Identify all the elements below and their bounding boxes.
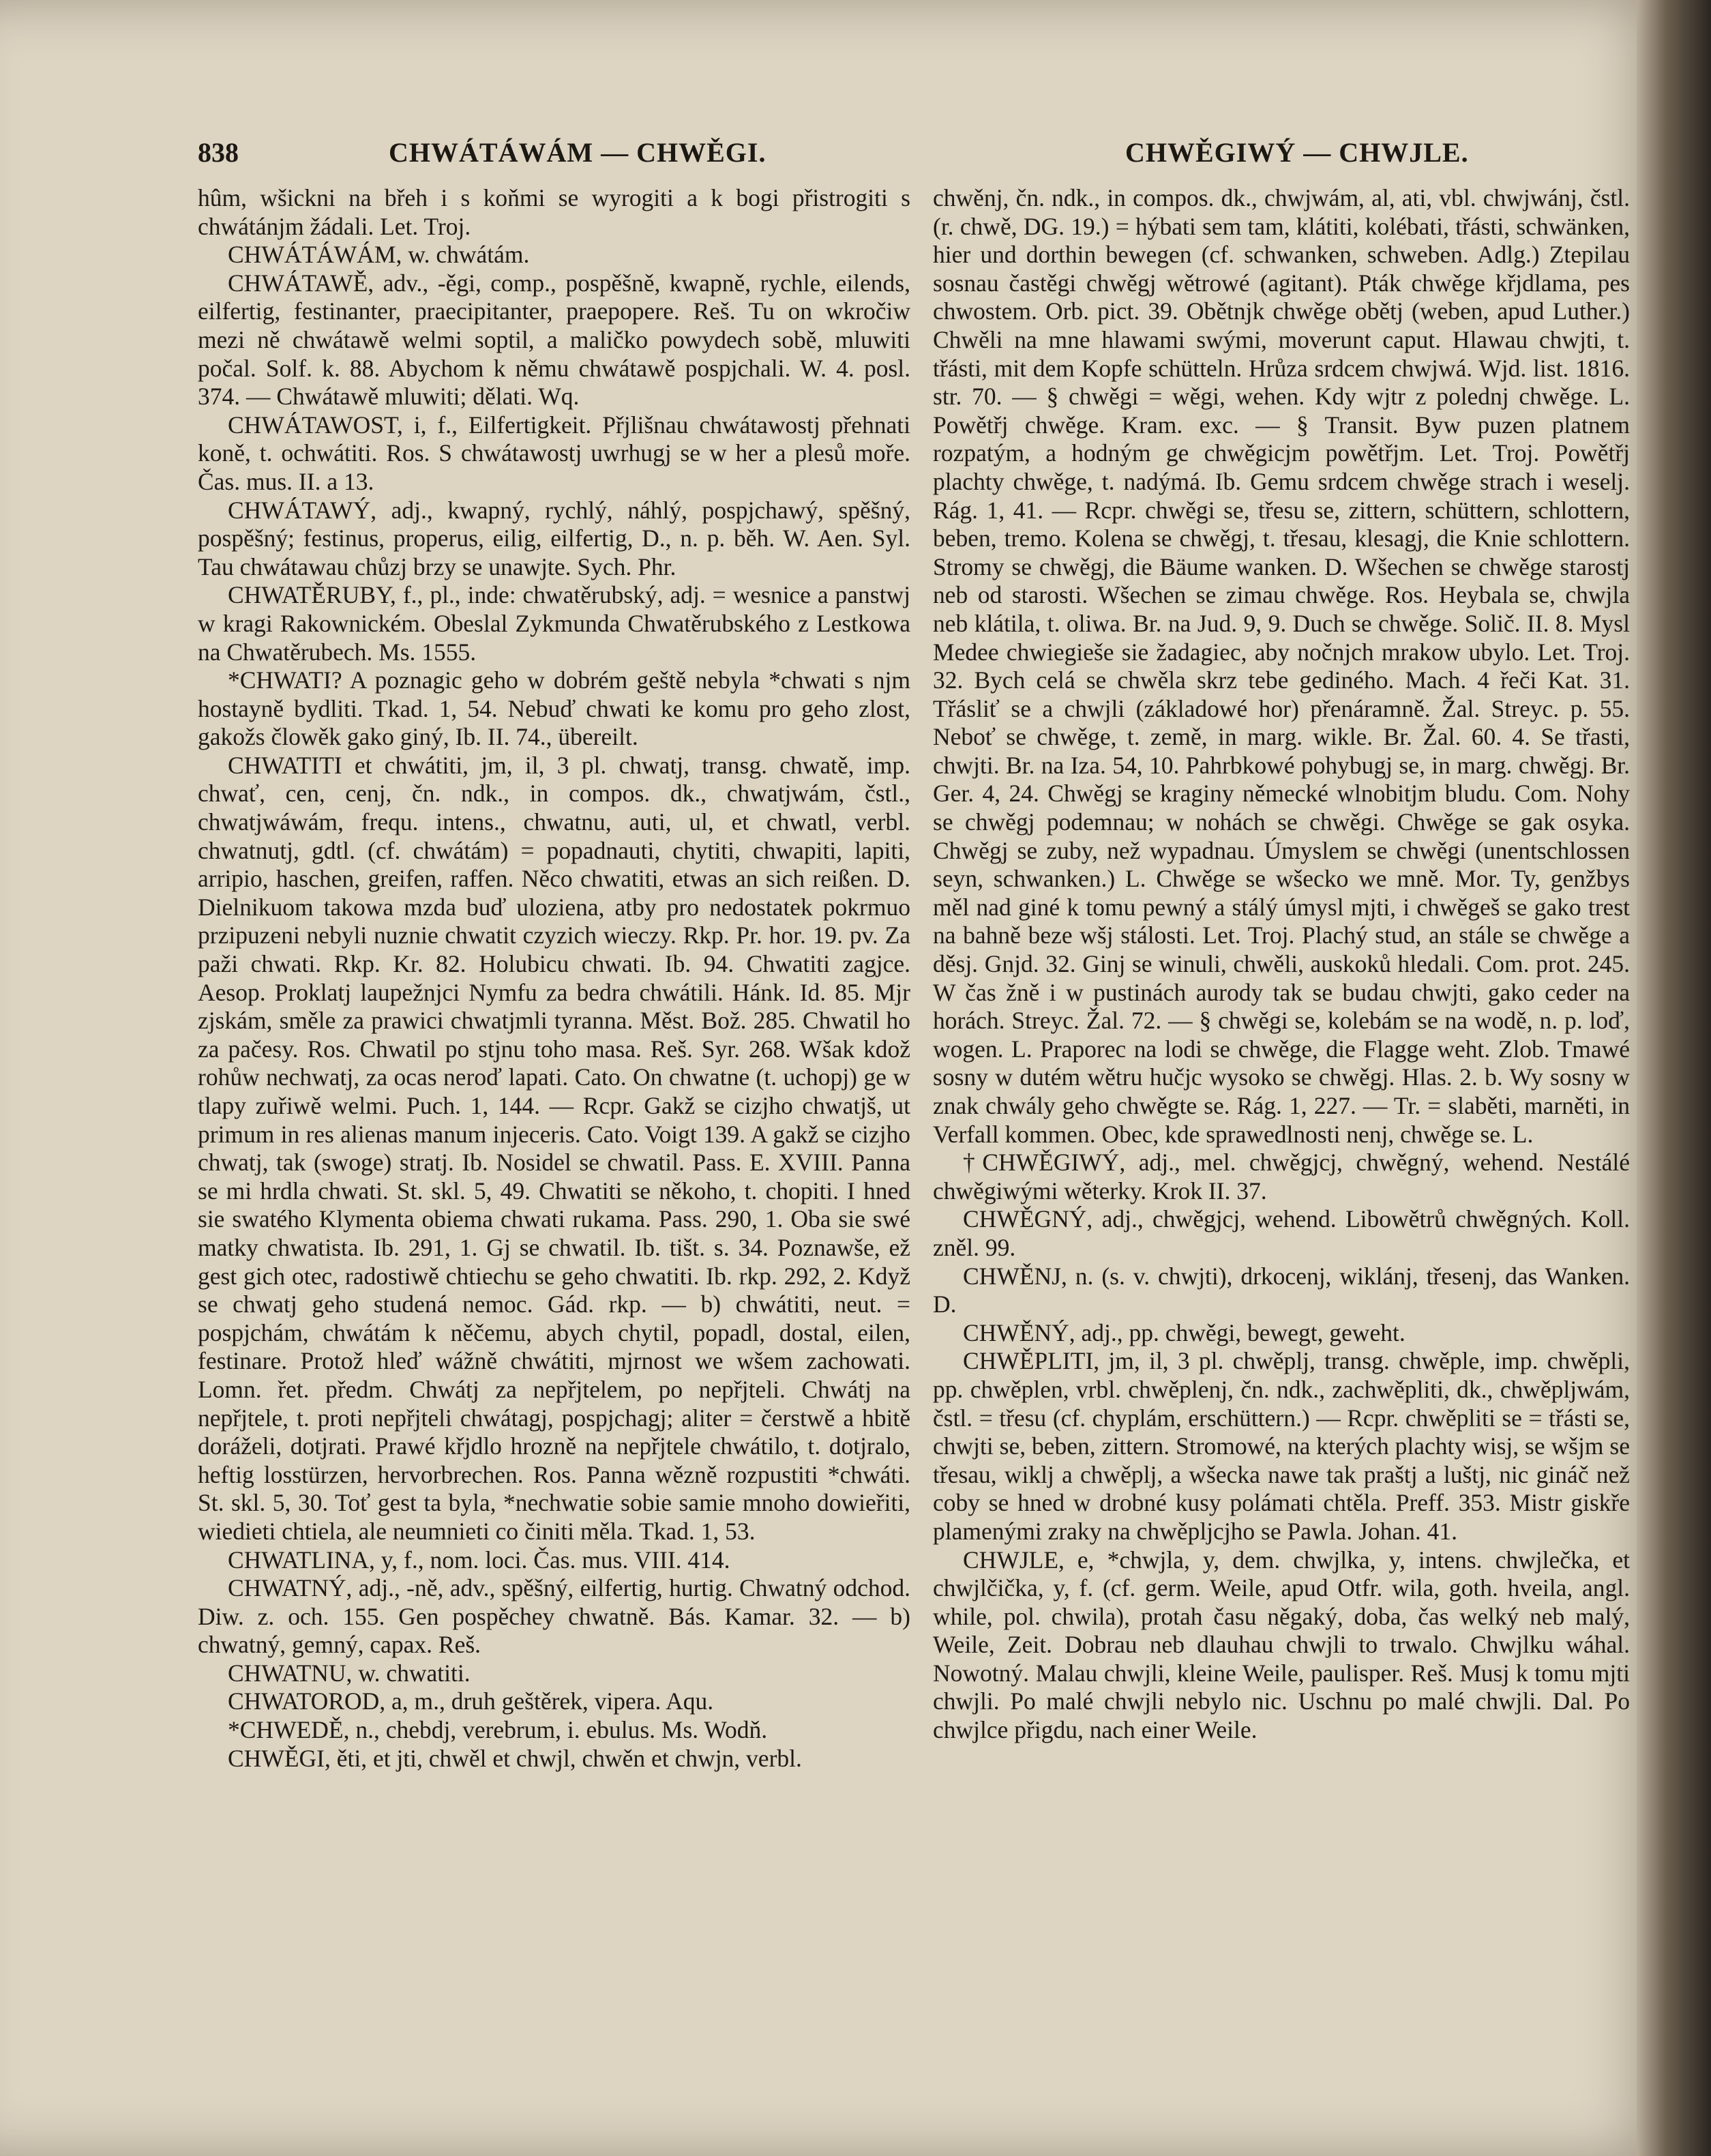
entry-chwatlina: CHWATLINA, y, f., nom. loci. Čas. mus. VIII. 414.: [228, 1546, 730, 1574]
entry-chwatawam: CHWÁTÁWÁM, w. chwátám.: [228, 241, 530, 269]
entry-chwepliti: CHWĚPLITI, jm, il, 3 pl. chwěplj, transg. chwěple, imp. chwěpli, pp. chwěplen, vrbl. chwěplenj, čn. ndk., zachwěpliti, dk., chwěpljwám, čstl. = třesu (cf. chyplám, erschüttern.) — Rcpr. chwěpliti se = třásti se, chwjti se, beben, zittern. Stromowé, na kterých plachty wisj, se wšjm se třesau, wiklj a chwěplj, a wšecka nawe tak praštj a luštj, nic gináč než coby se hned w drobné kusy polámati chtěla. Preff. 353. Mistr giskře plamenými zraky na chwěpljcjho se Pawla. Johan. 41.: [933, 1347, 1630, 1545]
entry-chweny: CHWĚNÝ, adj., pp. chwěgi, bewegt, geweht.: [963, 1318, 1405, 1346]
book-spine-edge: [1637, 0, 1711, 2156]
right-column: [933, 184, 1630, 1745]
entry-chwateruby: CHWATĚRUBY, f., pl., inde: chwatěrubský, adj. = wesnice a panstwj w kragi Rakownickém. Obeslal Zykmunda Chwatěrubského z Lestkowa na Chwatěrubech. Ms. 1555.: [198, 581, 910, 666]
page-header: [198, 136, 1630, 171]
entry-continuation: hûm, wšickni na břeh i s koňmi se wyrogiti a k bogi přistrogiti s chwátánjm žádali. Let. Troj.: [198, 184, 910, 240]
entry-chwatorod: CHWATOROD, a, m., druh geštěrek, vipera. Aqu.: [228, 1687, 714, 1715]
entry-chwatiti: CHWATITI et chwátiti, jm, il, 3 pl. chwatj, transg. chwatě, imp. chwať, cen, cenj, čn. ndk., in compos. dk., chwatjwám, čstl., chwatjwáwám, frequ. intens., chwatnu, auti, ul, et chwatl, verbl. chwatnutj, gdtl. (cf. chwátám) = popadnauti, chytiti, chwapiti, lapiti, arripio, haschen, greifen, raffen. Něco chwatiti, etwas an sich reißen. D. Dielnikuom takowa mzda buď uloziena, atby pro nedostatek pokrmuo przipuzeni nebyli nuznie chwatit czyzich wieczy. Rkp. Pr. hor. 19. pv. Za paži chwati. Rkp. Kr. 82. Holubicu chwati. Ib. 94. Chwatiti zagjce. Aesop. Proklatj laupežnjci Nymfu za bedra chwátili. Hánk. Id. 85. Mjr zjskám, směle za prawici chwatjmli tyranna. Měst. Bož. 285. Chwatil ho za pačesy. Ros. Chwatil po stjnu toho masa. Reš. Syr. 268. Wšak kdož rohůw nechwatj, za ocas neroď lapati. Cato. On chwatne (t. uchopj) ge w tlapy zuřiwě welmi. Puch. 1, 144. — Rcpr. Gakž se cizjho chwatjš, ut primum in res alienas manum injeceris. Cato. Voigt 139. A gakž se cizjho chwatj, tak (swoge) stratj. Ib. Nosidel se chwatil. Pass. E. XVIII. Panna se mi hrdla chwati. St. skl. 5, 49. Chwatiti se někoho, t. chopiti. I hned sie swatého Klymenta obiema chwati rukama. Pass. 290, 1. Oba sie swé matky chwatista. Ib. 291, 1. Gj se chwatil. Ib. tišt. s. 34. Poznawše, ež gest gich otec, radostiwě chtiechu se geho chwatiti. Ib. rkp. 292, 2. Když se chwatj geho studená nemoc. Gád. rkp. — b) chwátiti, neut. = pospjchám, chwátám k něčemu, abych chytil, popadl, dostal, eilen, festinare. Protož hleď wážně chwátiti, mjrnost we wšem zachowati. Lomn. řet. předm. Chwátj za nepřjtelem, po nepřjteli. Chwátj na nepřjtele, t. proti nepřjteli chwátagj, pospjchagj; aliter = čerstwě a hbitě doráželi, dotjrati. Prawé křjdlo hrozně na nepřjtele chwátilo, t. dotjralo, heftig losstürzen, hervorbrechen. Ros. Panna wězně rozpustiti *chwáti. St. skl. 5, 30. Toť gest ta byla, *nechwatie sobie samie mnoho dowieřiti, wiedieti chtiela, ale neumnieti co činiti měla. Tkad. 1, 53.: [198, 751, 910, 1545]
page-number: 838: [198, 137, 239, 168]
entry-chwegny: CHWĚGNÝ, adj., chwěgjcj, wehend. Libowětrů chwěgných. Koll. zněl. 99.: [933, 1205, 1630, 1261]
entry-chwatnu: CHWATNU, w. chwatiti.: [228, 1659, 471, 1687]
entry-chwatawe: CHWÁTAWĚ, adv., -ěgi, comp., pospěšně, kwapně, rychle, eilends, eilfertig, festinanter, praecipitanter, praepopere. Reš. Tu on wkročiw mezi ně chwátawě welmi soptil, a maličko powydech sobě, mluwiti počal. Solf. k. 88. Abychom k němu chwátawě pospjchali. W. 4. posl. 374. — Chwátawě mluwiti; dělati. Wq.: [198, 269, 910, 411]
left-running-title: CHWÁTÁWÁM — CHWĚGI.: [389, 137, 767, 168]
entry-chwede: *CHWEDĚ, n., chebdj, verebrum, i. ebulus. Ms. Wodň.: [228, 1716, 768, 1744]
entry-chwatawost: CHWÁTAWOST, i, f., Eilfertigkeit. Přjlišnau chwátawostj přehnati koně, t. ochwátiti. Ros. S chwátawostj uwrhugj se w her a plesů moře. Čas. mus. II. a 13.: [198, 411, 910, 495]
entry-chwjle: CHWJLE, e, *chwjla, y, dem. chwjlka, y, intens. chwjlečka, et chwjlčička, y, f. (cf. germ. Weile, apud Otfr. wila, goth. hveila, angl. while, pol. chwila), protah času něgaký, doba, čas welký neb malý, Weile, Zeit. Dobrau neb dlauhau chwjli to trwalo. Chwjlku wáhal. Nowotný. Malau chwjli, kleine Weile, paulisper. Reš. Musj k tomu mjti chwjli. Po malé chwjli nebylo nic. Uschnu po malé chwjli. Dal. Po chwjlce přigdu, nach einer Weile.: [933, 1546, 1630, 1744]
right-running-title: CHWĚGIWÝ — CHWJLE.: [1125, 137, 1469, 168]
entry-chwegiwy: †CHWĚGIWÝ, adj., mel. chwěgjcj, chwěgný, wehend. Nestálé chwěgiwými wěterky. Krok II. 37.: [933, 1149, 1630, 1205]
entry-chwati: *CHWATI? A poznagic geho w dobrém geště nebyla *chwati s njm hostayně bydliti. Tkad. 1, 54. Nebuď chwati ke komu pro geho zlost, gakožs člowěk gako giný, Ib. II. 74., übereilt.: [198, 666, 910, 751]
left-column: [198, 184, 910, 1773]
entry-chwatny: CHWATNÝ, adj., -ně, adv., spěšný, eilfertig, hurtig. Chwatný odchod. Diw. z. och. 155. Gen pospěchey chwatně. Bás. Kamar. 32. — b) chwatný, gemný, capax. Reš.: [198, 1574, 910, 1659]
entry-chwegi-continuation: chwěnj, čn. ndk., in compos. dk., chwjwám, al, ati, vbl. chwjwánj, čstl. (r. chwě, DG. 19.) = hýbati sem tam, klátiti, kolébati, třásti, schwänken, hier und dorthin bewegen (cf. schwanken, schweben. Adlg.) Ztepilau sosnau častěgi chwěgj wětrowé (agitant). Pták chwěge křjdlama, pes chwostem. Orb. pict. 39. Obětnjk chwěge obětj (weben, apud Luther.) Chwěli na mne hlawami swými, moverunt caput. Hlawau chwjti, t. třásti, mit dem Kopfe schütteln. Hrůza srdcem chwjwá. Wjd. list. 1816. str. 70. — § chwěgi = wěgi, wehen. Kdy wjtr z polednj chwěge. L. Powětřj chwěge. Kram. exc. — § Transit. Byw puzen platnem rozpatým, a hodným ge chwěgicjm powětřjm. Let. Troj. Powětřj plachty chwěge, t. nadýmá. Ib. Gemu srdcem chwěge strach i weselj. Rág. 1, 41. — Rcpr. chwěgi se, třesu se, zittern, schüttern, schlottern, beben, tremo. Kolena se chwěgj, t. třesau, klesagj, die Knie schlottern. Stromy se chwěgj, die Bäume wanken. D. Wšechen se chwěge starostj neb od starosti. Wšechen se zimau chwěge. Ros. Heybala se, chwjla neb klátila, t. oliwa. Br. na Jud. 9, 9. Duch se chwěge. Solič. II. 8. Mysl Medee chwiegieše sie žadagiec, aby nočnjch mrakow ubylo. Let. Troj. 32. Bych celá se chwěla skrz tebe gediného. Mach. 4 řeči Kat. 31. Třásliť se a chwjli (základowé hor) přenáramně. Žal. Streyc. p. 55. Neboť se chwěge, t. země, in marg. wikle. Br. Žal. 60. 4. Se třasti, chwjti. Br. na Iza. 54, 10. Pahrbkowé pohybugj se, in marg. chwěgj. Br. Ger. 4, 24. Chwěgj se kraginy německé wlnobitjm bludu. Com. Nohy se chwěgj podemnau; w nohách se chwěgi. Chwěge se gak osyka. Chwěgj se zuby, než wypadnau. Úmyslem se chwěgi (unentschlossen seyn, schwanken.) L. Chwěge se wšecko we mně. Mor. Ty, genžbys měl nad giné k tomu pewný a stálý úmysl mjti, i chwěgeš se gako trest na bahně beze wšj stálosti. Let. Troj. Plachý stud, an stále se chwěge a děsj. Gnjd. 32. Ginj se winuli, chwěli, auskoků hledali. Com. prot. 245. W čas žně i w pustinách aurody tak se budau chwjti, gako ceder na horách. Streyc. Žal. 72. — § chwěgi se, kolebám se na wodě, n. p. loď, wogen. L. Praporec na lodi se chwěge, die Flagge weht. Zlob. Tmawé sosny w dutém wětru hučjc wysoko se chwěgj. Hlas. 2. b. Wy sosny w znak chwály geho chwěgte se. Rág. 1, 227. — Tr. = slaběti, marněti, in Verfall kommen. Obec, kde sprawedlnosti nenj, chwěge se. L.: [933, 184, 1630, 1148]
entry-chwenj: CHWĚNJ, n. (s. v. chwjti), drkocenj, wiklánj, třesenj, das Wanken. D.: [933, 1262, 1630, 1318]
entry-chwatawy: CHWÁTAWÝ, adj., kwapný, rychlý, náhlý, pospjchawý, spěšný, pospěšný; festinus, properus, eilig, eilfertig, D., n. p. běh. W. Aen. Syl. Tau chwátawau chůzj brzy se unawjte. Sych. Phr.: [198, 496, 910, 580]
entry-chwegi: CHWĚGI, ěti, et jti, chwěl et chwjl, chwěn et chwjn, verbl.: [228, 1744, 802, 1772]
